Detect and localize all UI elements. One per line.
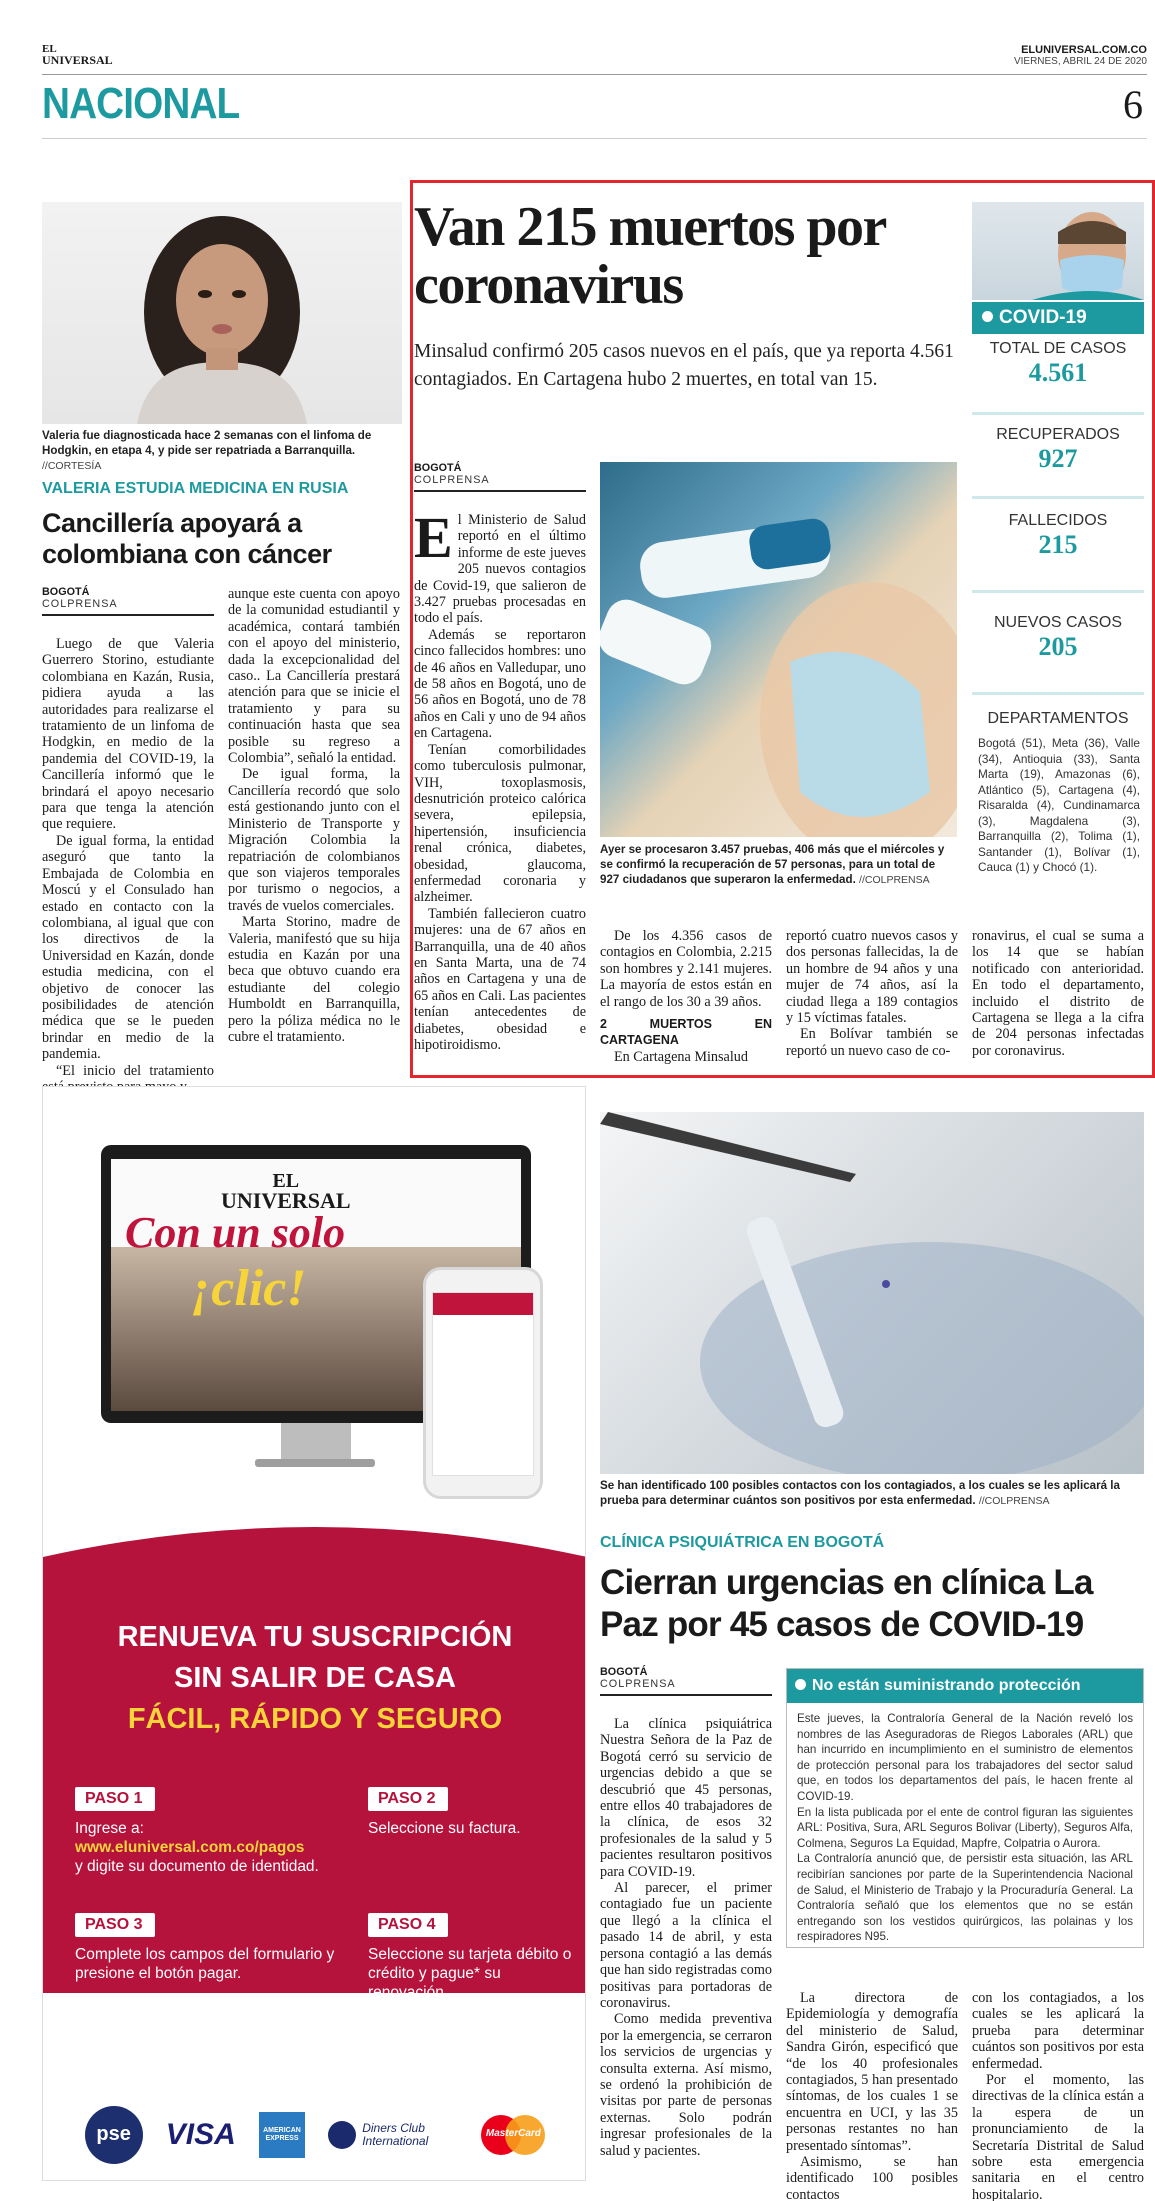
dropcap: E [414, 505, 453, 570]
mc-label: MasterCard [485, 2127, 541, 2139]
paragraph: La clínica psiquiátrica Nuestra Señora de la Paz de Bogotá cerró su servicio de urgencias debido a que se descubrió que 45 personas, entre ellos 40 trabajadores de la clínica, de esos 32 profesionales de la salud y 5 pacientes resultaron positivos para COVID-19. [600, 1716, 772, 1880]
main-col-4 [972, 928, 1144, 1059]
dot-icon [982, 311, 993, 322]
stat-value: 4.561 [1028, 358, 1088, 387]
byline-agency: COLPRENSA [414, 474, 490, 486]
step-link[interactable]: www.eluniversal.com.co/pagos [75, 1839, 305, 1856]
stat-value: 215 [1038, 530, 1078, 559]
mastercard-logo [481, 2115, 545, 2155]
caption-credit: //CORTESÍA [42, 460, 102, 472]
page-number: 6 [1123, 82, 1143, 127]
caption-text: Se han identificado 100 posibles contactos con los contagiados, a los cuales se les aplicará la prueba para determinar cuántos son positivos por esta enfermedad. [600, 1479, 1120, 1507]
stat-value: 205 [1038, 632, 1078, 661]
paragraph: reportó cuatro nuevos casos y dos personas fallecidas, la de un hombre de 94 años y una mujer de 74 años, así la ciudad llega a 189 contagios y 15 víctimas fatales. [786, 928, 958, 1027]
doctor-illustration [972, 202, 1144, 300]
paragraph: Por el momento, las directivas de la clínica están a la espera de un pronunciamiento de la Secretaría Distrital de Salud sobre esta emergencia sanitaria en el centro hospitalario. [972, 2072, 1144, 2201]
ad-headline-3: FÁCIL, RÁPIDO Y SEGURO [127, 1703, 503, 1735]
main-col-3 [786, 928, 958, 1059]
ad-logo-bottom: UNIVERSAL [221, 1188, 351, 1213]
paragraph: Además se reportaron cinco fallecidos hombres: uno de 46 años en Valledupar, uno de 58 años en Bogotá, uno de 56 años en Bogotá, uno de 78 años en Cali y uno de 94 años en Cartagena. [414, 626, 586, 742]
sidebar-paragraph: En la lista publicada por el ente de control figuran las siguientes ARL: Positiva, Sura, ARL Seguros Bolivar (Liberty), Seguros Alfa, Colmena, Seguros La Equidad, Mapfre, Colpatria o Aurora. [797, 1805, 1133, 1850]
paragraph: “El inicio del tratamiento [56, 1062, 214, 1079]
visa-logo [166, 2118, 236, 2152]
step-tag: PASO 2 [368, 1787, 448, 1811]
caption-credit: //COLPRENSA [978, 1495, 1050, 1507]
covid-title-bar [972, 302, 1144, 334]
step-tag: PASO 4 [368, 1913, 448, 1937]
ad-step-2 [368, 1787, 568, 1838]
paragraph: De igual forma, la Cancillería recordó que solo está gestionando junto con el Ministerio de Transporte y Migración Colombia la repatriación de colombianos que son viajeros temporales por turismo o negocios, a través de vuelos comerciales. [228, 766, 400, 914]
left-kicker: VALERIA ESTUDIA MEDICINA EN RUSIA [42, 480, 349, 497]
paragraph-first-text: l Ministerio de Salud reportó en el último informe de este jueves 205 nuevos contagios de Covid-19, que salieron de 3.427 pruebas procesadas en todo el país. [414, 512, 586, 627]
step-tag: PASO 1 [75, 1787, 155, 1811]
masthead-right [1014, 44, 1147, 68]
sidebar-paragraph: La Contraloría anunció que, de persistir esta situación, las ARL recibirían sanciones por parte de la Superintendencia Nacional de Salud, el Ministerio de Trabajo y la Procuraduría General. La Contraloría señaló que los elementos que no se están entregando son los vestidos quirúrgicos, las polainas y los respiradores N95. [797, 1852, 1133, 1944]
valeria-photo-caption [42, 428, 400, 474]
issue-date: VIERNES, ABRIL 24 DE 2020 [1013, 56, 1147, 67]
caption-text: Valeria fue diagnosticada hace 2 semanas con el linfoma de Hodgkin, en etapa 4, y pide ser repatriada a Barranquilla. [42, 429, 372, 457]
ad-headline-1: RENUEVA TU SUSCRIPCIÓN [117, 1621, 513, 1653]
step-text: Seleccione su tarjeta débito o crédito y pague* su renovación. [368, 1946, 572, 2001]
subhead: 2 MUERTOS EN CARTAGENA [600, 1017, 772, 1048]
ad-script-1: Con un solo [125, 1208, 346, 1257]
main-deck: Minsalud confirmó 205 casos nuevos en el país, que ya reporta 4.561 contagiados. En Cartagena hubo 2 muertes, en total van 15. [414, 341, 954, 390]
stat-recovered [972, 426, 1144, 474]
portrait-illustration [42, 202, 402, 424]
right-byline [600, 1666, 772, 1696]
left-col-1 [42, 636, 214, 1095]
ad-headline [43, 1617, 586, 1740]
paragraph: En Bolívar también se reportó un nuevo caso de co- [786, 1026, 958, 1059]
website: ELUNIVERSAL.COM.CO [1021, 44, 1147, 56]
paragraph: aunque este cuenta con apoyo de la comunidad estudiantil y académica, contará también con el apoyo del ministerio, dada la excepcionalidad del caso.. La Cancillería prestará atención para que se inicie el tratamiento y para su continuación hasta que sea posible su regreso a Colombia”, señaló la entidad. [228, 586, 400, 767]
paragraph: También fallecieron cuatro mujeres: una de 67 años en Barranquilla, una de 40 años en Santa Marta, una de 74 años en Cartagena y una de 65 años en Cali. Las pacientes tenían antecedentes de diabetes, obesidad e hipotiroidismo. [414, 905, 586, 1053]
paragraph: Asimismo, se han identificado 100 posibles contactos [786, 2154, 958, 2201]
main-headline: Van 215 muertos por coronavirus [414, 196, 885, 316]
main-col-1 [414, 505, 586, 1053]
right-col-2 [786, 1990, 958, 2201]
sidebar-title-bar [787, 1669, 1143, 1703]
paragraph: Tenían comorbilidades como tuberculosis pulmonar, VIH, toxoplasmosis, desnutrición proteico calórica severa, epilepsia, hipertensión, insuficiencia renal crónica, diabetes, obesidad, glaucoma, enfermedad coronaria y alzheimer. [414, 741, 586, 906]
byline-agency: COLPRENSA [600, 1678, 676, 1690]
diners-icon [328, 2121, 356, 2149]
test-photo [600, 462, 957, 837]
byline-city: BOGOTÁ [42, 586, 90, 598]
stat-new-cases [972, 614, 1144, 662]
left-byline [42, 586, 214, 616]
paragraph: De igual forma, la entidad aseguró que tanto la Embajada de Colombia en Moscú y el Consulado han estado en contacto con la colombiana, al igual que con los directivos de la Universidad en Kazán, donde estudia medicina, con el objetivo de conocer las posibilidades de atención médica que se le pueden brindar en medio de la pandemia. [42, 832, 214, 1063]
dot-icon [795, 1679, 806, 1690]
paragraph: Como medida preventiva por la emergencia, se cerraron los servicios de urgencias y consulta externa. Así mismo, se ordenó la prohibición de visitas por parte de personas externas. Solo podrán ingresar profesionales de la salud y pacientes. [600, 2011, 772, 2159]
amex-logo [259, 2112, 305, 2158]
right-col-3 [972, 1990, 1144, 2201]
paragraph: La directora de Epidemiología y demografía del ministerio de Salud, Sandra Girón, especificó que “de los 40 profesionales contagiados, 5 han presentado síntomas, de los cuales 1 se encuentra en UCI, y las 35 personas restantes no han presentado síntomas”. [786, 1990, 958, 2154]
byline-city: BOGOTÁ [414, 462, 462, 474]
stat-label: TOTAL DE CASOS [989, 340, 1127, 357]
paragraph-first [414, 505, 586, 627]
amex-label: AMERICAN EXPRESS [263, 2126, 301, 2142]
left-headline: Cancillería apoyará a colombiana con cáncer [42, 508, 332, 569]
step-text-b: y digite su documento de identidad. [75, 1858, 319, 1875]
step-text: Complete los campos del formulario y presione el botón pagar. [75, 1946, 335, 1982]
visa-label: VISA [165, 2117, 236, 2151]
byline-agency: COLPRENSA [42, 598, 118, 610]
ad-logo-top: EL [272, 1170, 300, 1192]
right-col-1 [600, 1716, 772, 2159]
payment-logos [43, 2087, 586, 2181]
stat-label: NUEVOS CASOS [993, 614, 1123, 631]
valeria-photo [42, 202, 402, 424]
lab-photo-caption [600, 1478, 1140, 1509]
masthead-rule [42, 74, 1147, 75]
subscription-ad[interactable] [42, 1086, 586, 2181]
caption-credit: //COLPRENSA [859, 874, 930, 886]
ad-step-4 [368, 1913, 573, 2002]
logo-top: EL [42, 43, 57, 55]
test-photo-caption [600, 842, 952, 888]
stat-value: 927 [1038, 444, 1078, 473]
ad-wave [43, 1497, 586, 1607]
ad-step-3 [75, 1913, 345, 1983]
right-headline: Cierran urgencias en clínica La Paz por 45 casos de COVID-19 [600, 1563, 1093, 1644]
paragraph: Marta Storino, madre de Valeria, manifestó que su hija estudia en Kazán por una beca que obtuvo cuando era estudiante del colegio Humboldt en Barranquilla, pero la póliza médica no le cubre el tratamiento. [228, 914, 400, 1045]
lab-illustration [600, 1112, 1144, 1474]
section-title: NACIONAL [42, 79, 240, 128]
departments-text: Bogotá (51), Meta (36), Valle (34), Antioquia (33), Santa Marta (19), Amazonas (6), Atlántico (5), Cartagena (4), Risaralda (4), Cundinamarca (3), Magdalena (3), Barranquilla (2), Tolima (1), Santander (1), Bolívar (1), Cauca (1) y Chocó (1). [978, 736, 1140, 874]
monitor-stand [281, 1423, 351, 1461]
ad-footnote: * Para pagar usted debe tener su cuenta habilitada para operaciones por internet. [75, 2067, 492, 2079]
sidebar-body [787, 1703, 1143, 1953]
ad-logo [221, 1171, 351, 1211]
divider [972, 692, 1144, 695]
sidebar-title: No están suministrando protección [812, 1677, 1081, 1694]
ad-script-2: ¡clic! [191, 1260, 307, 1317]
stat-label: FALLECIDOS [1008, 512, 1108, 529]
logo-bottom: UNIVERSAL [42, 53, 113, 67]
paragraph: ronavirus, el cual se suma a los 14 que se habían notificado con anterioridad. En todo el departamento, incluido el distrito de Cartagena se llega a la cifra de 204 personas infectadas por coronavirus. [972, 928, 1144, 1059]
covid-box [972, 202, 1144, 882]
lab-photo [600, 1112, 1144, 1474]
phone [423, 1267, 543, 1499]
phone-screen [432, 1292, 534, 1476]
stat-deaths [972, 512, 1144, 560]
main-col-2 [600, 928, 772, 1065]
departments-title: DEPARTAMENTOS [987, 710, 1129, 727]
divider [972, 590, 1144, 593]
step-text [75, 1819, 325, 1876]
doctor-photo [972, 202, 1144, 300]
monitor-base [255, 1459, 375, 1467]
divider [972, 412, 1144, 415]
divider [972, 496, 1144, 499]
step-text: Seleccione su factura. [368, 1820, 521, 1837]
ad-headline-2: SIN SALIR DE CASA [174, 1662, 456, 1694]
caption-text: Ayer se procesaron 3.457 pruebas, 406 más que el miércoles y se confirmó la recuperación de 57 personas, para un total de 927 ciudadanos que superaron la enfermedad. [600, 843, 945, 886]
stat-total [972, 340, 1144, 388]
paragraph: En Cartagena Minsalud [614, 1048, 748, 1065]
masthead [42, 44, 1147, 74]
step-text-a: Ingrese a: [75, 1820, 144, 1837]
left-col-2 [228, 586, 400, 1045]
ad-step-1 [75, 1787, 325, 1876]
paragraph: Luego de que Valeria Guerrero Storino, estudiante colombiana en Kazán, Rusia, pidiera ayuda a las autoridades para realizarse el tratamiento de un linfoma de Hodgkin, en medio de la pandemia del COVID-19, la Cancillería informó que le brindará el apoyo necesario para que tenga la atención que requiere. [42, 636, 214, 833]
paragraph: De los 4.356 casos de contagios en Colombia, 2.215 son hombres y 2.141 mujeres. La mayoría de estos están en el rango de los 30 a 39 años. [600, 928, 772, 1010]
diners-logo [328, 2121, 458, 2149]
thermometer-illustration [600, 462, 957, 837]
paragraph: Al parecer, el primer contagiado fue un paciente que llegó a la clínica el pasado 14 de abril, y esta persona contagió a las demás que han sido registradas como positivas para portadoras de coronavirus. [600, 1880, 772, 2011]
phone-header [433, 1293, 533, 1315]
stat-label: RECUPERADOS [996, 426, 1120, 443]
pse-logo [85, 2106, 143, 2164]
sidebar-paragraph: Este jueves, la Contraloría General de la Nación reveló los nombres de las Aseguradoras de Riegos Laborales (ARL) que han incurrido en incumplimiento en el suministro de elementos de protección personal para los trabajadores del sector salud que, en todos los departamentos del país, le hacen frente al COVID-19. [797, 1712, 1133, 1803]
byline-city: BOGOTÁ [600, 1666, 648, 1678]
right-kicker: CLÍNICA PSIQUIÁTRICA EN BOGOTÁ [600, 1534, 885, 1551]
main-byline [414, 462, 586, 492]
protection-sidebar [786, 1668, 1144, 1948]
logo [42, 44, 113, 66]
diners-label: Diners Club International [362, 2120, 429, 2148]
step-tag: PASO 3 [75, 1913, 155, 1937]
covid-title: COVID-19 [999, 307, 1087, 328]
section-rule [42, 138, 1147, 139]
pse-label: pse [96, 2123, 131, 2145]
paragraph: con los contagiados, a los cuales se les aplicará la prueba para determinar cuántos son positivos por esta enfermedad. [972, 1990, 1144, 2072]
